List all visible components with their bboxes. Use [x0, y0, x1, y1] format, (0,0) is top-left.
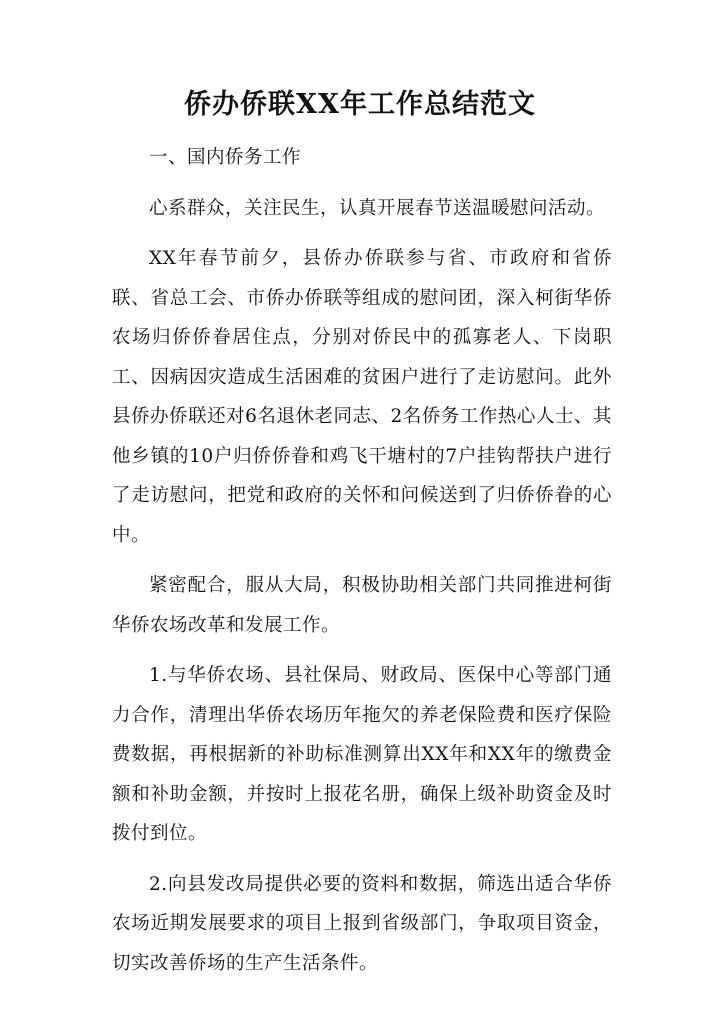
document-title: 侨办侨联XX年工作总结范文 — [184, 89, 536, 120]
paragraph: XX年春节前夕，县侨办侨联参与省、市政府和省侨联、省总工会、市侨办侨联等组成的慰问团，深入柯街华侨农场归侨侨眷居住点，分别对侨民中的孤寡老人、下岗职工、因病因灾造成生活困难的贫困户进行了走访慰问。此外县侨办侨联还对6名退休老同志、2名侨务工作热心人士、其他乡镇的10户归侨侨眷和鸡飞干塘村的7户挂钩帮扶户进行了走访慰问，把党和政府的关怀和问候送到了归侨侨眷的心中。 — [112, 248, 612, 546]
paragraph: 1.与华侨农场、县社保局、财政局、医保中心等部门通力合作，清理出华侨农场历年拖欠的养老保险费和医疗保险费数据，再根据新的补助标准测算出XX年和XX年的缴费金额和补助金额，并按时上报花名册，确保上级补助资金及时拨付到位。 — [112, 665, 612, 844]
section-heading: 一、国内侨务工作 — [149, 147, 302, 168]
paragraph: 紧密配合，服从大局，积极协助相关部门共同推进柯街华侨农场改革和发展工作。 — [112, 575, 612, 636]
paragraph: 心系群众，关注民生，认真开展春节送温暖慰问活动。 — [149, 197, 606, 219]
document-body — [112, 138, 612, 983]
paragraph: 2.向县发改局提供必要的资料和数据，筛选出适合华侨农场近期发展要求的项目上报到省级部门，争取项目资金，切实改善侨场的生产生活条件。 — [112, 873, 612, 974]
